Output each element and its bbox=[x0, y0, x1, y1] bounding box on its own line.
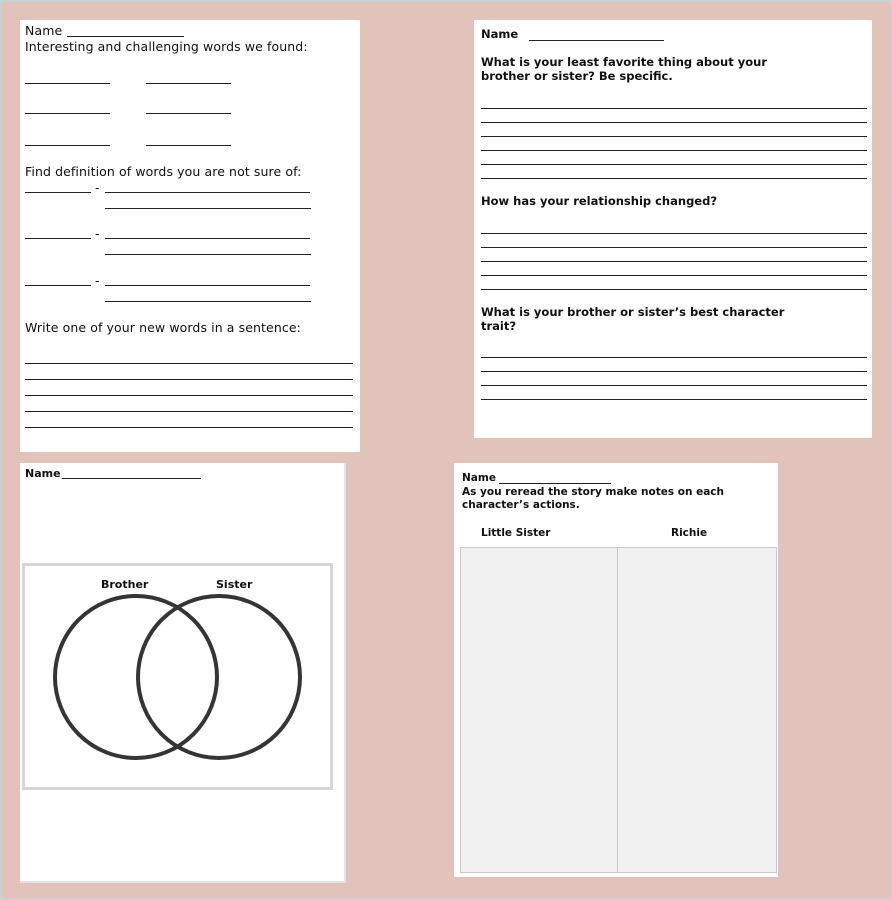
answer-line[interactable] bbox=[481, 385, 867, 386]
venn-label-brother: Brother bbox=[101, 578, 149, 591]
name-label: Name bbox=[25, 23, 63, 38]
definition-blank[interactable] bbox=[105, 192, 310, 193]
sentence-line[interactable] bbox=[25, 395, 353, 396]
answer-line[interactable] bbox=[481, 275, 867, 276]
notes-column-richie[interactable] bbox=[618, 547, 777, 873]
notes-column-little-sister[interactable] bbox=[460, 547, 618, 873]
question-best-trait-line2: trait? bbox=[481, 319, 517, 333]
definition-word-blank[interactable] bbox=[25, 285, 91, 286]
word-blank[interactable] bbox=[25, 83, 110, 84]
name-label: Name bbox=[462, 472, 496, 484]
column-header-little-sister: Little Sister bbox=[481, 527, 551, 539]
words-heading: Interesting and challenging words we found: bbox=[25, 39, 308, 54]
answer-line[interactable] bbox=[481, 371, 867, 372]
definition-blank[interactable] bbox=[105, 285, 310, 286]
word-blank[interactable] bbox=[25, 145, 110, 146]
name-label: Name bbox=[481, 27, 519, 41]
character-notes-worksheet bbox=[454, 463, 778, 877]
question-least-favorite-line2: brother or sister? Be specific. bbox=[481, 69, 673, 83]
definition-dash: - bbox=[95, 226, 100, 241]
name-label: Name bbox=[25, 467, 61, 480]
definition-dash: - bbox=[95, 273, 100, 288]
definition-dash: - bbox=[95, 180, 100, 195]
sentence-line[interactable] bbox=[25, 411, 353, 412]
word-blank[interactable] bbox=[146, 113, 231, 114]
sibling-questions-worksheet bbox=[474, 20, 872, 438]
sentence-line[interactable] bbox=[25, 427, 353, 428]
sentence-line[interactable] bbox=[25, 379, 353, 380]
definition-blank[interactable] bbox=[105, 301, 311, 302]
instructions-line2: character’s actions. bbox=[462, 499, 580, 511]
name-line[interactable] bbox=[529, 40, 664, 41]
answer-line[interactable] bbox=[481, 247, 867, 248]
venn-diagram bbox=[20, 463, 344, 881]
answer-line[interactable] bbox=[481, 108, 867, 109]
definition-blank[interactable] bbox=[105, 254, 311, 255]
answer-line[interactable] bbox=[481, 150, 867, 151]
question-relationship: How has your relationship changed? bbox=[481, 194, 718, 208]
answer-line[interactable] bbox=[481, 136, 867, 137]
answer-line[interactable] bbox=[481, 357, 867, 358]
definition-blank[interactable] bbox=[105, 208, 311, 209]
answer-line[interactable] bbox=[481, 164, 867, 165]
answer-line[interactable] bbox=[481, 261, 867, 262]
answer-line[interactable] bbox=[481, 233, 867, 234]
definition-blank[interactable] bbox=[105, 238, 310, 239]
sentence-prompt: Write one of your new words in a sentence: bbox=[25, 320, 301, 335]
column-header-richie: Richie bbox=[671, 527, 708, 539]
sentence-line[interactable] bbox=[25, 363, 353, 364]
definitions-prompt: Find definition of words you are not sure of: bbox=[25, 164, 302, 179]
question-best-trait-line1: What is your brother or sister’s best character bbox=[481, 305, 785, 319]
name-line[interactable] bbox=[499, 483, 611, 484]
definition-word-blank[interactable] bbox=[25, 192, 91, 193]
word-blank[interactable] bbox=[146, 83, 231, 84]
instructions-line1: As you reread the story make notes on each bbox=[462, 486, 724, 498]
word-blank[interactable] bbox=[25, 113, 110, 114]
answer-line[interactable] bbox=[481, 122, 867, 123]
question-least-favorite-line1: What is your least favorite thing about your bbox=[481, 55, 767, 69]
vocabulary-worksheet bbox=[20, 20, 360, 452]
name-line[interactable] bbox=[67, 36, 184, 37]
word-blank[interactable] bbox=[146, 145, 231, 146]
answer-line[interactable] bbox=[481, 399, 867, 400]
answer-line[interactable] bbox=[481, 178, 867, 179]
answer-line[interactable] bbox=[481, 289, 867, 290]
venn-label-sister: Sister bbox=[216, 578, 253, 591]
definition-word-blank[interactable] bbox=[25, 238, 91, 239]
venn-diagram-worksheet bbox=[20, 463, 346, 883]
